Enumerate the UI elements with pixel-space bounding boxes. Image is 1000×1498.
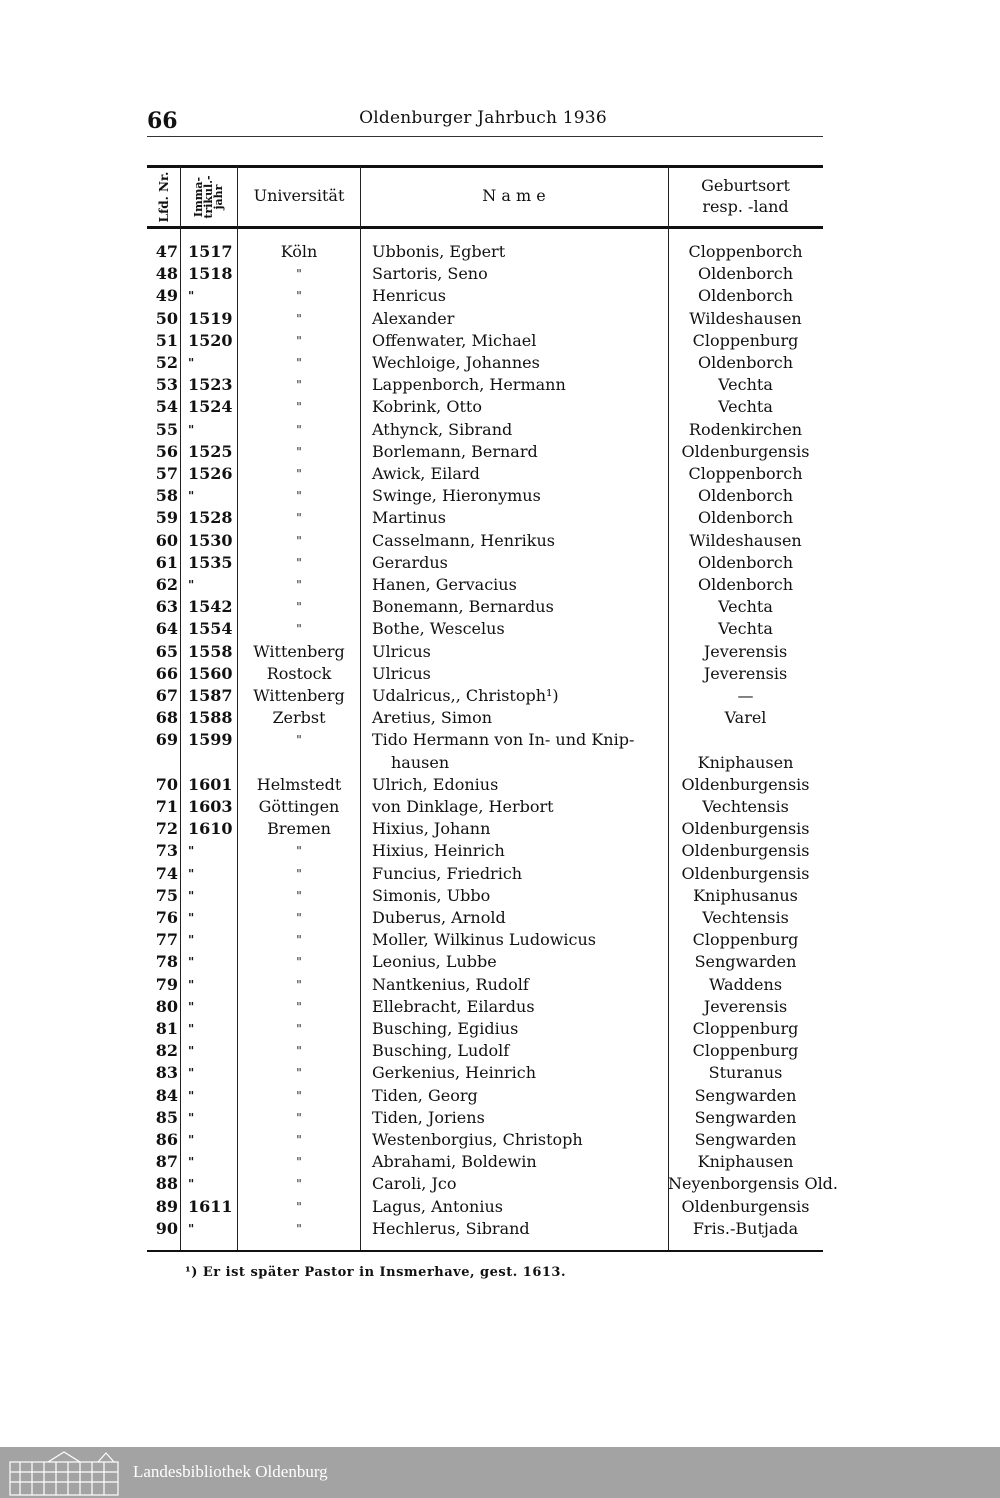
row-number: 77 [155, 930, 178, 950]
row-number: 48 [155, 264, 178, 284]
university: Wittenberg [253, 686, 345, 705]
university: " [296, 1022, 302, 1036]
table-row [147, 641, 823, 663]
matriculation-year: 1524 [188, 397, 233, 417]
person-name: Kobrink, Otto [372, 397, 482, 417]
university: " [296, 844, 302, 859]
birthplace: Jeverensis [703, 641, 788, 661]
matriculation-year: " [188, 1110, 195, 1125]
row-number: 81 [155, 1019, 178, 1038]
person-name: Gerardus [372, 552, 448, 572]
university: Zerbst [272, 708, 326, 728]
person-name: Casselmann, Henrikus [372, 530, 555, 550]
matriculation-year: " [188, 356, 195, 370]
person-name: Ubbonis, Egbert [372, 242, 506, 261]
row-number: 78 [155, 952, 178, 972]
birthplace: Sengwarden [694, 1085, 797, 1105]
birthplace: Vechta [718, 619, 773, 639]
matriculation-year: " [188, 955, 195, 970]
matriculation-year: " [188, 1066, 195, 1081]
matriculation-year: " [188, 422, 195, 437]
university: " [296, 333, 302, 348]
table-row [147, 1129, 823, 1151]
birthplace: Vechta [718, 597, 773, 617]
birthplace: Fris.-Butjada [692, 1218, 799, 1238]
person-name: Alexander [372, 308, 455, 328]
university: " [296, 444, 302, 459]
birthplace: Oldenborch [697, 486, 794, 506]
person-name: Awick, Eilard [372, 464, 480, 483]
person-name: Borlemann, Bernard [372, 441, 538, 461]
university: " [296, 977, 302, 992]
birthplace: Cloppenburg [692, 930, 799, 950]
birthplace: Cloppenborch [688, 464, 803, 483]
person-name: Udalricus,, Christoph¹) [372, 686, 559, 705]
birthplace: Cloppenburg [692, 1019, 799, 1038]
person-name: Nantkenius, Rudolf [372, 974, 529, 994]
table-row [147, 796, 823, 818]
person-name: Henricus [372, 286, 446, 306]
person-name: Moller, Wilkinus Ludowicus [372, 930, 596, 950]
birthplace: Cloppenborch [688, 242, 803, 261]
university: " [296, 733, 302, 748]
person-name: Abrahami, Boldewin [372, 1152, 537, 1172]
university: " [296, 311, 302, 326]
table-row [147, 885, 823, 907]
table-row [147, 308, 823, 330]
header-geburtsort [668, 175, 823, 217]
table-row [147, 263, 823, 285]
row-number: 63 [155, 597, 178, 617]
birthplace: Rodenkirchen [688, 419, 803, 439]
birthplace: Jeverensis [703, 663, 788, 683]
table-row [147, 863, 823, 885]
row-number: 60 [155, 530, 178, 550]
matriculation-year: " [188, 1133, 195, 1147]
university: " [296, 933, 302, 948]
person-name: Caroli, Jco [372, 1174, 457, 1194]
university: " [296, 600, 302, 615]
matriculation-year: " [188, 844, 195, 859]
matriculation-year: " [188, 911, 195, 925]
person-name: Ulricus [372, 641, 431, 661]
person-name: Sartoris, Seno [372, 264, 488, 284]
row-number: 53 [155, 375, 178, 395]
person-name: Busching, Ludolf [372, 1041, 510, 1061]
university: " [296, 356, 302, 370]
person-name: Leonius, Lubbe [372, 952, 497, 972]
matriculation-year: 1528 [188, 508, 233, 528]
university: " [296, 578, 302, 592]
birthplace: Oldenburgensis [681, 841, 810, 861]
row-number: 86 [155, 1130, 178, 1149]
matriculation-year: 1526 [188, 464, 233, 483]
row-number: 89 [155, 1196, 178, 1216]
birthplace: Cloppenburg [692, 1041, 799, 1061]
matriculation-year: 1610 [188, 819, 233, 839]
table-row [147, 974, 823, 996]
birthplace: Kniphusanus [693, 885, 798, 905]
banner-text: Landesbibliothek Oldenburg [133, 1462, 328, 1481]
matriculation-year: 1525 [188, 441, 233, 461]
matriculation-year: 1587 [188, 686, 233, 705]
row-number: 52 [155, 353, 178, 372]
table-top-rule [147, 165, 823, 168]
row-number: 68 [155, 708, 178, 728]
matriculation-year: 1554 [188, 619, 233, 639]
table-row [147, 996, 823, 1018]
row-number: 74 [155, 863, 178, 883]
matriculation-year: " [188, 1155, 195, 1170]
person-name: Athynck, Sibrand [372, 419, 513, 439]
university: " [296, 955, 302, 970]
birthplace: Oldenburgensis [681, 819, 810, 839]
university: " [296, 1110, 302, 1125]
table-row [147, 1018, 823, 1040]
header-immatrikul-jahr [194, 167, 224, 227]
birthplace: Waddens [708, 974, 783, 994]
header-line: jahr [212, 184, 225, 210]
birthplace: Wildeshausen [689, 530, 802, 550]
table-row [147, 552, 823, 574]
row-number: 64 [155, 619, 178, 639]
table-row [147, 1107, 823, 1129]
library-building-icon [8, 1450, 120, 1496]
table-row [147, 907, 823, 929]
header-line: resp. -land [702, 197, 789, 216]
person-name-continued: hausen [391, 752, 450, 772]
university: Wittenberg [253, 641, 345, 661]
row-number: 88 [155, 1174, 178, 1194]
table-row [147, 929, 823, 951]
table-row [147, 818, 823, 840]
person-name: Funcius, Friedrich [372, 863, 523, 883]
matriculation-year: 1519 [188, 308, 233, 328]
row-number: 87 [155, 1152, 178, 1172]
row-number: 51 [155, 330, 178, 350]
birthplace: Sturanus [708, 1063, 783, 1083]
university: " [296, 1133, 302, 1147]
table-row [147, 419, 823, 441]
birthplace: Sengwarden [694, 1130, 797, 1149]
table-row [147, 330, 823, 352]
university: " [296, 1044, 302, 1059]
table-row [147, 1062, 823, 1084]
person-name: Ulricus [372, 663, 431, 683]
row-number: 66 [155, 663, 178, 683]
row-number: 79 [155, 974, 178, 994]
matriculation-year: 1601 [188, 774, 233, 794]
university: Göttingen [258, 797, 340, 816]
birthplace: Oldenburgensis [681, 441, 810, 461]
table-row [147, 352, 823, 374]
table-row [147, 574, 823, 596]
person-name: Ellebracht, Eilardus [372, 996, 535, 1016]
person-name: Westenborgius, Christoph [372, 1130, 583, 1149]
university: " [296, 1155, 302, 1170]
matriculation-year: 1517 [188, 242, 233, 261]
birthplace: Neyenborgensis Old. [668, 1174, 839, 1194]
person-name: Lagus, Antonius [372, 1196, 503, 1216]
table-row [147, 1173, 839, 1195]
university: " [296, 511, 302, 526]
birthplace: Sengwarden [694, 952, 797, 972]
table-row [147, 441, 823, 463]
university: " [296, 1088, 302, 1103]
row-number: 83 [155, 1063, 178, 1083]
row-number: 72 [155, 819, 178, 839]
person-name: Simonis, Ubbo [372, 885, 491, 905]
matriculation-year: " [188, 578, 195, 592]
matriculation-year: " [188, 933, 195, 948]
university: Köln [280, 242, 318, 261]
row-number: 85 [155, 1107, 178, 1127]
birthplace: Oldenburgensis [681, 1196, 810, 1216]
matriculation-year: 1603 [188, 797, 233, 816]
table-row [147, 663, 823, 685]
university: " [296, 911, 302, 925]
table-row [147, 485, 823, 507]
table-row [147, 396, 823, 418]
matriculation-year: " [188, 999, 195, 1014]
matriculation-year: 1599 [188, 730, 233, 750]
table-row [147, 1196, 823, 1218]
table-row [147, 618, 823, 640]
row-number: 80 [155, 996, 178, 1016]
row-number: 50 [155, 308, 178, 328]
person-name: Hechlerus, Sibrand [372, 1218, 530, 1238]
person-name: Aretius, Simon [372, 708, 493, 728]
person-name: Swinge, Hieronymus [372, 486, 541, 506]
row-number: 76 [155, 908, 178, 927]
university: " [296, 400, 302, 415]
university: " [296, 999, 302, 1014]
table-header-rule [147, 226, 823, 229]
person-name: Hixius, Johann [372, 819, 491, 839]
birthplace: Oldenburgensis [681, 863, 810, 883]
person-name: Offenwater, Michael [372, 330, 537, 350]
university: Helmstedt [256, 774, 342, 794]
university: " [296, 866, 302, 881]
university: " [296, 289, 302, 304]
university: Bremen [267, 819, 331, 839]
row-number: 55 [155, 419, 178, 439]
row-number: 90 [155, 1218, 178, 1238]
header-name: N a m e [482, 186, 546, 205]
matriculation-year: " [188, 489, 195, 504]
birthplace: Kniphausen [697, 1152, 794, 1172]
table-row [147, 463, 823, 485]
person-name: Duberus, Arnold [372, 908, 506, 927]
person-name: Busching, Egidius [372, 1019, 519, 1038]
matriculation-year: 1560 [188, 663, 233, 683]
person-name: Gerkenius, Heinrich [372, 1063, 537, 1083]
university: " [296, 1199, 302, 1214]
birthplace: Oldenborch [697, 552, 794, 572]
row-number: 71 [155, 797, 178, 816]
birthplace: Oldenborch [697, 353, 794, 372]
university: " [296, 1177, 302, 1192]
header-universitaet: Universität [253, 186, 345, 205]
university: " [296, 622, 302, 637]
person-name: Tiden, Joriens [372, 1107, 485, 1127]
birthplace: Oldenburgensis [681, 774, 810, 794]
matriculation-year: " [188, 1177, 195, 1192]
university: " [296, 555, 302, 570]
matriculation-year: 1542 [188, 597, 233, 617]
row-number: 54 [155, 397, 178, 417]
running-head: Oldenburger Jahrbuch 1936 [359, 108, 607, 128]
header-line: Geburtsort [701, 176, 790, 195]
table-bottom-rule [147, 1250, 823, 1252]
person-name: Tiden, Georg [372, 1085, 478, 1105]
row-number: 67 [155, 686, 178, 705]
university: " [296, 467, 302, 481]
row-number: 58 [155, 486, 178, 506]
person-name: Lappenborch, Hermann [372, 375, 566, 395]
table-row [147, 707, 823, 729]
row-number: 56 [155, 441, 178, 461]
header-line: Imma- [192, 176, 205, 218]
table-row [147, 1085, 823, 1107]
person-name: Ulrich, Edonius [372, 774, 499, 794]
birthplace: Vechtensis [702, 908, 789, 927]
university: " [296, 1066, 302, 1081]
header-line: trikul.- [202, 175, 215, 219]
table-row [147, 729, 823, 773]
birthplace: Oldenborch [697, 508, 794, 528]
person-name: Bothe, Wescelus [372, 619, 505, 639]
row-number: 49 [155, 286, 178, 306]
row-number: 47 [155, 242, 178, 261]
matriculation-year: 1558 [188, 641, 233, 661]
birthplace: Vechtensis [702, 797, 789, 816]
table-row [147, 507, 823, 529]
birthplace: Oldenborch [697, 575, 794, 594]
university: " [296, 378, 302, 393]
birthplace: Kniphausen [697, 752, 794, 772]
matriculation-year: 1611 [188, 1196, 233, 1216]
birthplace: Oldenborch [697, 264, 794, 284]
birthplace: Oldenborch [697, 286, 794, 306]
university: Rostock [266, 663, 332, 683]
matriculation-year: 1518 [188, 264, 233, 284]
birthplace: Vechta [718, 375, 773, 395]
university: " [296, 888, 302, 903]
header-rule [147, 136, 823, 137]
matriculation-year: 1535 [188, 552, 233, 572]
university: " [296, 422, 302, 437]
university: " [296, 533, 302, 548]
person-name: Wechloige, Johannes [372, 353, 540, 372]
matriculation-year: " [188, 888, 195, 903]
person-name: von Dinklage, Herbort [372, 797, 554, 816]
university: " [296, 267, 302, 282]
person-name: Martinus [372, 508, 446, 528]
row-number: 84 [155, 1085, 178, 1105]
matriculation-year: " [188, 1022, 195, 1036]
birthplace: Varel [724, 708, 767, 728]
table-row [147, 241, 823, 263]
row-number: 59 [155, 508, 178, 528]
table-row [147, 285, 823, 307]
row-number: 65 [155, 641, 178, 661]
row-number: 75 [155, 885, 178, 905]
birthplace: Sengwarden [694, 1107, 797, 1127]
table-row [147, 530, 823, 552]
row-number: 57 [155, 464, 178, 483]
table-row [147, 951, 823, 973]
matriculation-year: 1530 [188, 530, 233, 550]
row-number: 69 [155, 730, 178, 750]
page-number: 66 [147, 108, 178, 134]
matriculation-year: " [188, 1044, 195, 1059]
birthplace: Vechta [718, 397, 773, 417]
birthplace: — [737, 686, 754, 705]
matriculation-year: " [188, 866, 195, 881]
row-number: 82 [155, 1041, 178, 1061]
table-row [147, 840, 823, 862]
row-number: 61 [155, 552, 178, 572]
table-row [147, 1151, 823, 1173]
table-row [147, 774, 823, 796]
table-row [147, 596, 823, 618]
person-name: Hanen, Gervacius [372, 575, 517, 594]
matriculation-year: " [188, 977, 195, 992]
matriculation-year: " [188, 289, 195, 304]
table-row [147, 1040, 823, 1062]
matriculation-year: 1520 [188, 330, 233, 350]
birthplace: Jeverensis [703, 996, 788, 1016]
table-row [147, 1218, 823, 1240]
matriculation-year: 1523 [188, 375, 233, 395]
table-row [147, 374, 823, 396]
matriculation-year: 1588 [188, 708, 233, 728]
matriculation-year: " [188, 1088, 195, 1103]
row-number: 62 [155, 575, 178, 594]
row-number: 73 [155, 841, 178, 861]
table-row [147, 685, 823, 707]
matriculation-year: " [188, 1221, 195, 1236]
footnote: ¹) Er ist später Pastor in Insmerhave, gest. 1613. [185, 1265, 566, 1280]
birthplace: Cloppenburg [692, 330, 799, 350]
header-lfd-nr: Lfd. Nr. [157, 171, 171, 223]
birthplace: Wildeshausen [689, 308, 802, 328]
university: " [296, 489, 302, 504]
row-number: 70 [155, 774, 178, 794]
person-name: Bonemann, Bernardus [372, 597, 554, 617]
person-name: Hixius, Heinrich [372, 841, 505, 861]
person-name: Tido Hermann von In- und Knip- [372, 730, 635, 750]
university: " [296, 1221, 302, 1236]
